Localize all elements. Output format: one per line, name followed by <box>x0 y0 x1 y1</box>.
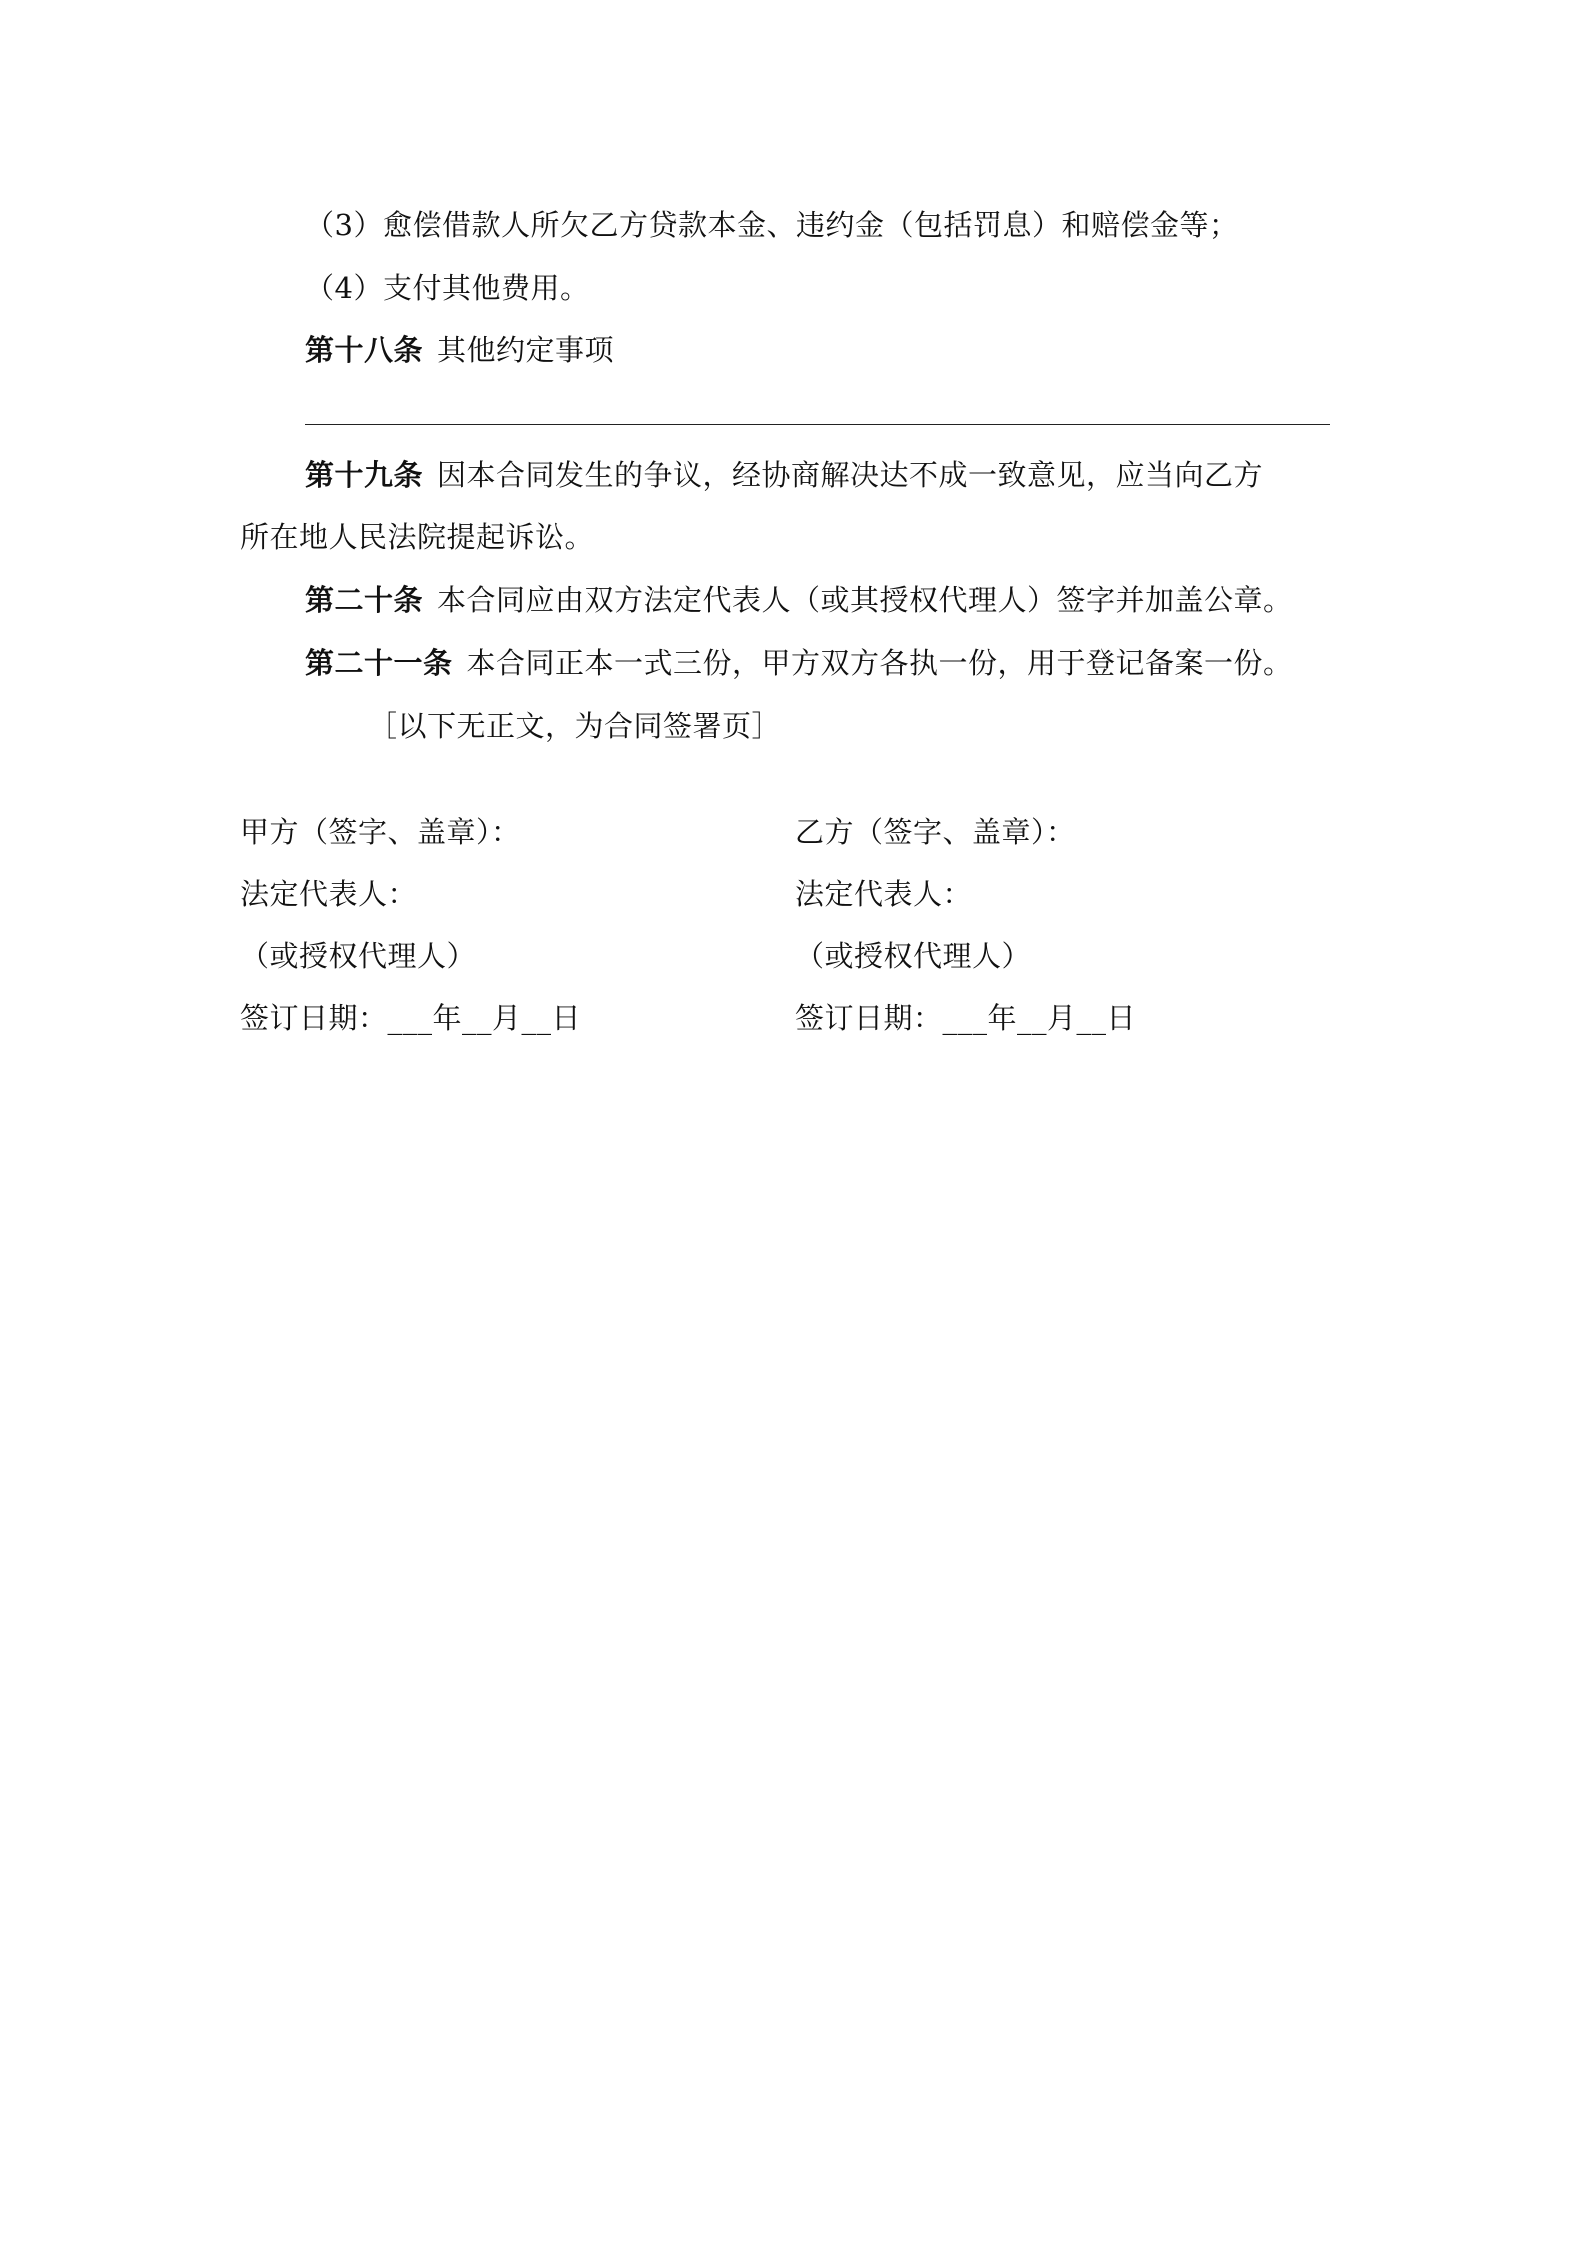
article-21-text: 本合同正本一式三份，甲方双方各执一份，用于登记备案一份。 <box>466 646 1293 680</box>
article-18-text: 其他约定事项 <box>437 333 615 367</box>
blank-fill-line <box>305 424 1330 425</box>
article-20-text: 本合同应由双方法定代表人（或其授权代理人）签字并加盖公章。 <box>437 583 1293 617</box>
article-18-heading: 第十八条 <box>305 333 424 367</box>
party-b-agent-label: （或授权代理人） <box>795 939 1032 973</box>
party-a-legal-rep-label: 法定代表人： <box>240 877 418 911</box>
article-20-heading: 第二十条 <box>305 583 424 617</box>
party-b-legal-rep-label: 法定代表人： <box>795 877 973 911</box>
article-19-line-1 <box>305 455 1263 495</box>
party-b-date-label: 签订日期：___年__月__日 <box>795 1001 1137 1035</box>
party-b-sign-label: 乙方（签字、盖章）： <box>795 815 1076 849</box>
clause-item-4: （4）支付其他费用。 <box>305 271 590 305</box>
article-19-line-2: 所在地人民法院提起诉讼。 <box>240 520 595 554</box>
party-a-agent-label: （或授权代理人） <box>240 939 477 973</box>
party-a-date-label: 签订日期：___年__月__日 <box>240 1001 582 1035</box>
article-19-text-1: 因本合同发生的争议，经协商解决达不成一致意见，应当向乙方 <box>437 458 1264 492</box>
article-18 <box>305 330 614 370</box>
article-19-heading: 第十九条 <box>305 458 424 492</box>
article-20 <box>305 580 1293 620</box>
clause-item-3: （3）愈偿借款人所欠乙方贷款本金、违约金（包括罚息）和赔偿金等； <box>305 208 1239 242</box>
end-note: ［以下无正文，为合同签署页］ <box>368 709 782 743</box>
article-21 <box>305 643 1293 683</box>
article-21-heading: 第二十一条 <box>305 646 453 680</box>
party-a-sign-label: 甲方（签字、盖章）： <box>240 815 521 849</box>
